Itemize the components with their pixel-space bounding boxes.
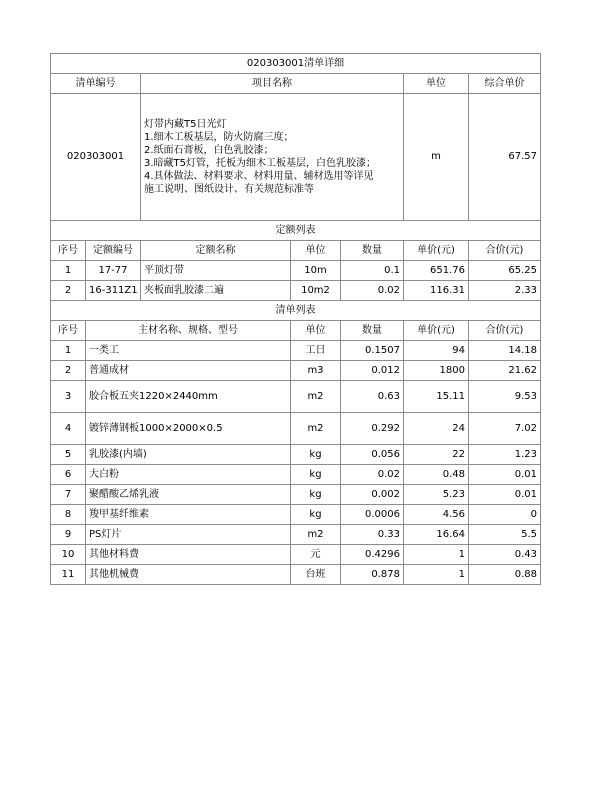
- material-unit-price: 1: [404, 545, 469, 565]
- material-total: 0.88: [469, 565, 541, 585]
- material-header-row: [51, 321, 541, 341]
- material-col-qty: 数量: [341, 321, 404, 341]
- material-unit-price: 1: [404, 565, 469, 585]
- material-row: [51, 505, 541, 525]
- material-name: 羧甲基纤维素: [86, 505, 291, 525]
- bill-price-header: 综合单价: [469, 74, 541, 94]
- description-line: 施工说明、图纸设计、有关规范标准等: [144, 184, 314, 195]
- material-total: 0.43: [469, 545, 541, 565]
- quota-name: 平顶灯带: [141, 261, 291, 281]
- material-qty: 0.02: [341, 465, 404, 485]
- quota-col-unit-price: 单价(元): [404, 241, 469, 261]
- bill-item-description: [141, 94, 404, 221]
- material-qty: 0.292: [341, 413, 404, 445]
- material-index: 1: [51, 341, 86, 361]
- material-col-unit-price: 单价(元): [404, 321, 469, 341]
- material-name: 乳胶漆(内墙): [86, 445, 291, 465]
- material-name: 大白粉: [86, 465, 291, 485]
- material-unit: m2: [291, 525, 341, 545]
- material-name: 一类工: [86, 341, 291, 361]
- quota-unit: 10m: [291, 261, 341, 281]
- quota-col-code: 定额编号: [86, 241, 141, 261]
- description-line: 1.细木工板基层，防火防腐三度；: [144, 132, 294, 143]
- bill-name-header: 项目名称: [141, 74, 404, 94]
- material-name: 其他机械费: [86, 565, 291, 585]
- material-row: [51, 485, 541, 505]
- bill-item-price: 67.57: [469, 94, 541, 221]
- quota-index: 1: [51, 261, 86, 281]
- material-qty: 0.012: [341, 361, 404, 381]
- material-index: 8: [51, 505, 86, 525]
- quota-total: 2.33: [469, 281, 541, 301]
- material-qty: 0.878: [341, 565, 404, 585]
- material-row: [51, 565, 541, 585]
- material-section-title: 清单列表: [51, 301, 541, 321]
- material-row: [51, 545, 541, 565]
- material-unit: 工日: [291, 341, 341, 361]
- quota-code: 17-77: [86, 261, 141, 281]
- material-total: 21.62: [469, 361, 541, 381]
- material-qty: 0.002: [341, 485, 404, 505]
- material-unit-price: 0.48: [404, 465, 469, 485]
- quota-unit-price: 651.76: [404, 261, 469, 281]
- material-index: 10: [51, 545, 86, 565]
- material-index: 3: [51, 381, 86, 413]
- material-qty: 0.63: [341, 381, 404, 413]
- material-qty: 0.1507: [341, 341, 404, 361]
- material-total: 0.01: [469, 465, 541, 485]
- material-name: PS灯片: [86, 525, 291, 545]
- material-row: [51, 361, 541, 381]
- quota-qty: 0.1: [341, 261, 404, 281]
- material-unit-price: 15.11: [404, 381, 469, 413]
- quota-row: [51, 281, 541, 301]
- material-total: 0: [469, 505, 541, 525]
- description-line: 3.暗藏T5灯管，托板为细木工板基层，白色乳胶漆；: [144, 158, 377, 169]
- material-row: [51, 525, 541, 545]
- material-unit-price: 1800: [404, 361, 469, 381]
- material-total: 7.02: [469, 413, 541, 445]
- quota-row: [51, 261, 541, 281]
- material-unit: kg: [291, 465, 341, 485]
- quota-qty: 0.02: [341, 281, 404, 301]
- material-row: [51, 381, 541, 413]
- bill-code-header: 清单编号: [51, 74, 141, 94]
- description-line: 灯带内藏T5日光灯: [144, 119, 227, 130]
- material-name: 镀锌薄钢板1000×2000×0.5: [86, 413, 291, 445]
- sheet-title: 020303001清单详细: [51, 54, 541, 74]
- material-col-index: 序号: [51, 321, 86, 341]
- material-unit-price: 4.56: [404, 505, 469, 525]
- quota-section-title: 定额列表: [51, 221, 541, 241]
- material-name: 其他材料费: [86, 545, 291, 565]
- material-qty: 0.4296: [341, 545, 404, 565]
- bill-item-code: 020303001: [51, 94, 141, 221]
- material-index: 6: [51, 465, 86, 485]
- quota-col-unit: 单位: [291, 241, 341, 261]
- material-col-unit: 单位: [291, 321, 341, 341]
- quota-code: 16-311Z1: [86, 281, 141, 301]
- material-unit-price: 24: [404, 413, 469, 445]
- material-unit-price: 94: [404, 341, 469, 361]
- material-index: 4: [51, 413, 86, 445]
- material-row: [51, 341, 541, 361]
- bill-unit-header: 单位: [404, 74, 469, 94]
- material-index: 5: [51, 445, 86, 465]
- quota-unit: 10m2: [291, 281, 341, 301]
- quota-index: 2: [51, 281, 86, 301]
- quota-header-row: [51, 241, 541, 261]
- material-name: 普通成材: [86, 361, 291, 381]
- material-col-total: 合价(元): [469, 321, 541, 341]
- material-unit: m2: [291, 381, 341, 413]
- description-line: 4.具体做法、材料要求、材料用量、辅材选用等详见: [144, 171, 374, 182]
- quota-name: 夹板面乳胶漆二遍: [141, 281, 291, 301]
- material-unit: m3: [291, 361, 341, 381]
- material-qty: 0.0006: [341, 505, 404, 525]
- quota-col-qty: 数量: [341, 241, 404, 261]
- description-line: 2.纸面石膏板，白色乳胶漆；: [144, 145, 274, 156]
- material-index: 7: [51, 485, 86, 505]
- material-unit-price: 5.23: [404, 485, 469, 505]
- quota-total: 65.25: [469, 261, 541, 281]
- bill-item-row: [51, 94, 541, 221]
- material-unit: kg: [291, 505, 341, 525]
- quota-col-name: 定额名称: [141, 241, 291, 261]
- material-unit-price: 22: [404, 445, 469, 465]
- material-total: 14.18: [469, 341, 541, 361]
- quota-unit-price: 116.31: [404, 281, 469, 301]
- material-index: 9: [51, 525, 86, 545]
- material-unit: 元: [291, 545, 341, 565]
- material-row: [51, 445, 541, 465]
- material-unit: 台班: [291, 565, 341, 585]
- material-total: 5.5: [469, 525, 541, 545]
- material-qty: 0.33: [341, 525, 404, 545]
- material-unit-price: 16.64: [404, 525, 469, 545]
- quota-col-index: 序号: [51, 241, 86, 261]
- material-total: 9.53: [469, 381, 541, 413]
- material-index: 2: [51, 361, 86, 381]
- material-unit: kg: [291, 485, 341, 505]
- bill-detail-table: [50, 53, 541, 585]
- material-total: 1.23: [469, 445, 541, 465]
- material-col-name: 主材名称、规格、型号: [86, 321, 291, 341]
- material-total: 0.01: [469, 485, 541, 505]
- material-qty: 0.056: [341, 445, 404, 465]
- quota-col-total: 合价(元): [469, 241, 541, 261]
- material-index: 11: [51, 565, 86, 585]
- material-row: [51, 413, 541, 445]
- material-unit: kg: [291, 445, 341, 465]
- material-row: [51, 465, 541, 485]
- bill-detail-sheet: [50, 53, 540, 585]
- material-name: 胶合板五夹1220×2440mm: [86, 381, 291, 413]
- bill-header-row: [51, 74, 541, 94]
- material-name: 聚醋酸乙烯乳液: [86, 485, 291, 505]
- material-unit: m2: [291, 413, 341, 445]
- bill-item-unit: m: [404, 94, 469, 221]
